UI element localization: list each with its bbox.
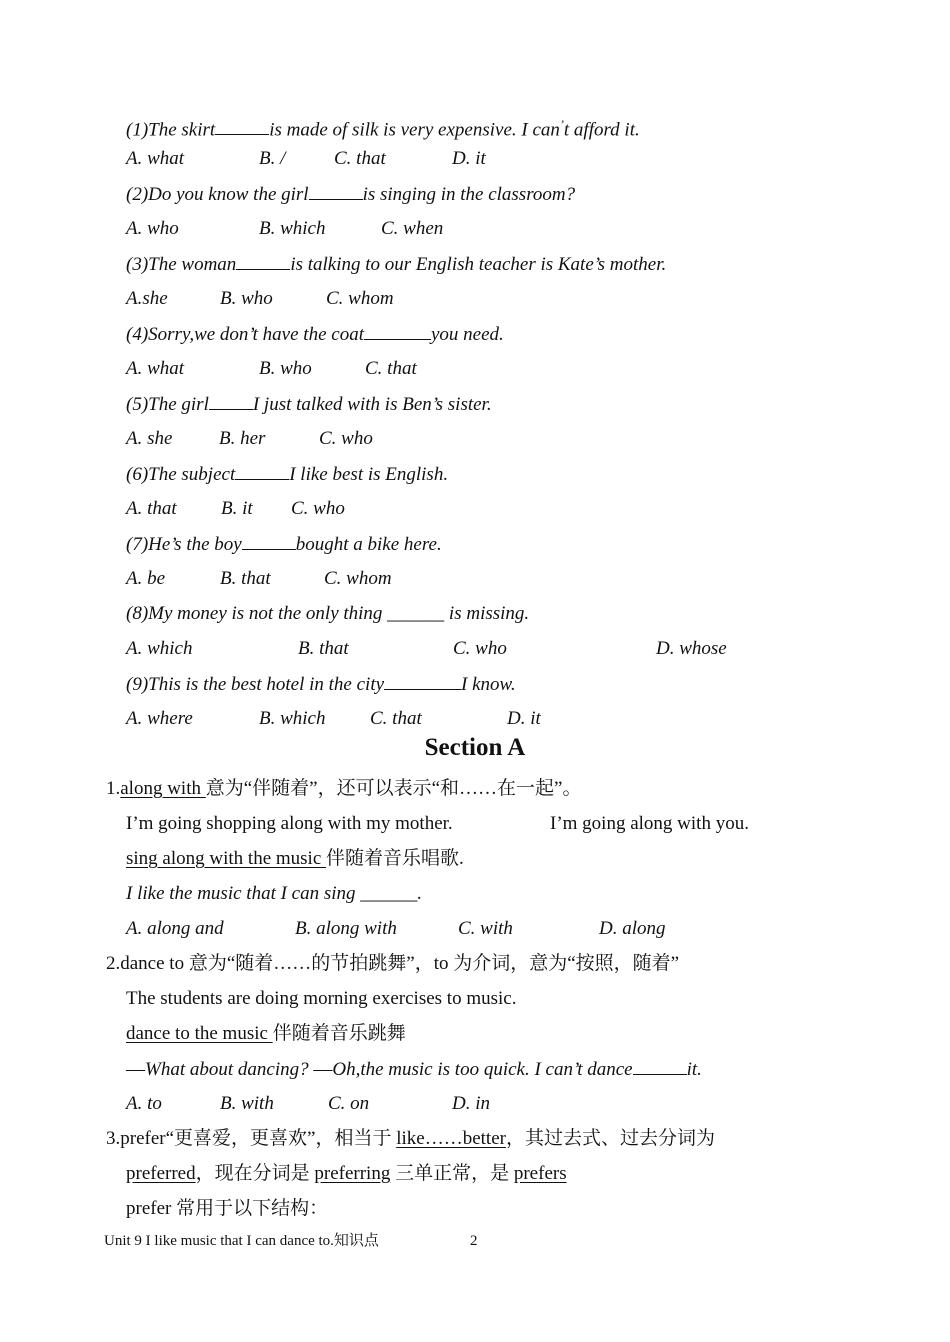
option: D. whose bbox=[656, 638, 727, 659]
option: A. along and bbox=[126, 918, 224, 939]
option: B. / bbox=[259, 148, 286, 169]
question-5: (5)The girl I just talked with is Ben’s sister. bbox=[126, 394, 492, 415]
option: B. that bbox=[298, 638, 349, 659]
key-term: prefers bbox=[513, 1163, 567, 1184]
example-sentence: I’m going shopping along with my mother. bbox=[126, 813, 453, 834]
option: B. along with bbox=[295, 918, 397, 939]
options-q8 bbox=[126, 637, 846, 661]
option: A. where bbox=[126, 708, 193, 729]
key-term: along with bbox=[120, 778, 206, 799]
option: C. whom bbox=[326, 288, 394, 309]
footer-title: Unit 9 I like music that I can dance to.知识点 bbox=[104, 1233, 379, 1249]
option: A. what bbox=[126, 148, 185, 169]
question-3: (3)The woman is talking to our English teacher is Kate’s mother. bbox=[126, 254, 667, 275]
option: C. that bbox=[370, 708, 422, 729]
answer-blank bbox=[309, 182, 363, 200]
option: D. along bbox=[599, 918, 666, 939]
page-number: 2 bbox=[470, 1233, 478, 1249]
example-sentence: I’m going along with you. bbox=[550, 813, 749, 834]
options-point-2 bbox=[126, 1092, 826, 1116]
option: A. that bbox=[126, 498, 177, 519]
answer-blank bbox=[384, 672, 461, 690]
key-term: preferring bbox=[314, 1163, 391, 1184]
point-1-heading: 1.along with 意为“伴随着”，还可以表示“和……在一起”。 bbox=[106, 778, 582, 799]
option: A. what bbox=[126, 358, 185, 379]
option: A.she bbox=[126, 288, 168, 309]
option: D. it bbox=[507, 708, 541, 729]
option: C. who bbox=[453, 638, 507, 659]
question-6: (6)The subject I like best is English. bbox=[126, 464, 449, 485]
options-q1 bbox=[126, 147, 826, 171]
option: A. who bbox=[126, 218, 179, 239]
key-term: like……better bbox=[396, 1128, 506, 1149]
question-2: (2)Do you know the girl is singing in the classroom? bbox=[126, 184, 576, 205]
example-sentence: The students are doing morning exercises to music. bbox=[126, 988, 517, 1009]
options-q7 bbox=[126, 567, 826, 591]
answer-blank bbox=[236, 252, 290, 270]
question-7: (7)He’s the boy bought a bike here. bbox=[126, 534, 442, 555]
key-term: preferred bbox=[126, 1163, 196, 1184]
option: A. to bbox=[126, 1093, 162, 1114]
point-3-heading: 3.prefer“更喜爱，更喜欢”，相当于 like……better，其过去式、过去分词为 bbox=[106, 1128, 715, 1149]
options-q5 bbox=[126, 427, 826, 451]
options-q2 bbox=[126, 217, 826, 241]
answer-blank bbox=[364, 322, 431, 340]
verb-forms: preferred，现在分词是 preferring 三单正常，是 prefers bbox=[126, 1163, 567, 1184]
question-1: (1)The skirt is made of silk is very expensive. I can’t afford it. bbox=[126, 117, 640, 141]
question-9: (9)This is the best hotel in the city I know. bbox=[126, 674, 516, 695]
option: C. when bbox=[381, 218, 444, 239]
structure-heading: prefer 常用于以下结构： bbox=[126, 1198, 329, 1219]
option: C. on bbox=[328, 1093, 370, 1114]
option: B. it bbox=[221, 498, 253, 519]
option: C. that bbox=[365, 358, 417, 379]
option: B. that bbox=[220, 568, 271, 589]
options-q9 bbox=[126, 707, 826, 731]
options-q4 bbox=[126, 357, 826, 381]
option: B. with bbox=[220, 1093, 274, 1114]
answer-blank bbox=[235, 462, 289, 480]
answer-blank bbox=[209, 392, 253, 410]
point-2-heading: 2.dance to 意为“随着……的节拍跳舞”，to 为介词，意为“按照，随着” bbox=[106, 953, 680, 974]
answer-blank bbox=[215, 117, 269, 135]
question-8: (8)My money is not the only thing ______ is missing. bbox=[126, 603, 530, 624]
phrase-example: dance to the music 伴随着音乐跳舞 bbox=[126, 1023, 406, 1044]
options-q6 bbox=[126, 497, 826, 521]
option: C. that bbox=[334, 148, 386, 169]
option: A. be bbox=[126, 568, 166, 589]
option: B. who bbox=[220, 288, 273, 309]
answer-blank bbox=[633, 1057, 687, 1075]
options-point-1 bbox=[126, 917, 826, 941]
option: C. who bbox=[291, 498, 345, 519]
option: B. which bbox=[259, 708, 326, 729]
option: A. she bbox=[126, 428, 173, 449]
option: C. with bbox=[458, 918, 513, 939]
option: C. who bbox=[319, 428, 373, 449]
question-4: (4)Sorry,we don’t have the coat you need. bbox=[126, 324, 504, 345]
option: D. in bbox=[452, 1093, 490, 1114]
phrase-example: sing along with the music 伴随着音乐唱歌. bbox=[126, 848, 464, 869]
option: D. it bbox=[452, 148, 486, 169]
option: B. her bbox=[219, 428, 266, 449]
answer-blank bbox=[242, 532, 296, 550]
option: C. whom bbox=[324, 568, 392, 589]
option: B. who bbox=[259, 358, 312, 379]
practice-question: —What about dancing? —Oh,the music is too quick. I can’t dance it. bbox=[126, 1059, 702, 1080]
option: A. which bbox=[126, 638, 193, 659]
practice-question: I like the music that I can sing ______. bbox=[126, 883, 423, 904]
section-title: Section A bbox=[424, 734, 526, 761]
options-q3 bbox=[126, 287, 826, 311]
option: B. which bbox=[259, 218, 326, 239]
